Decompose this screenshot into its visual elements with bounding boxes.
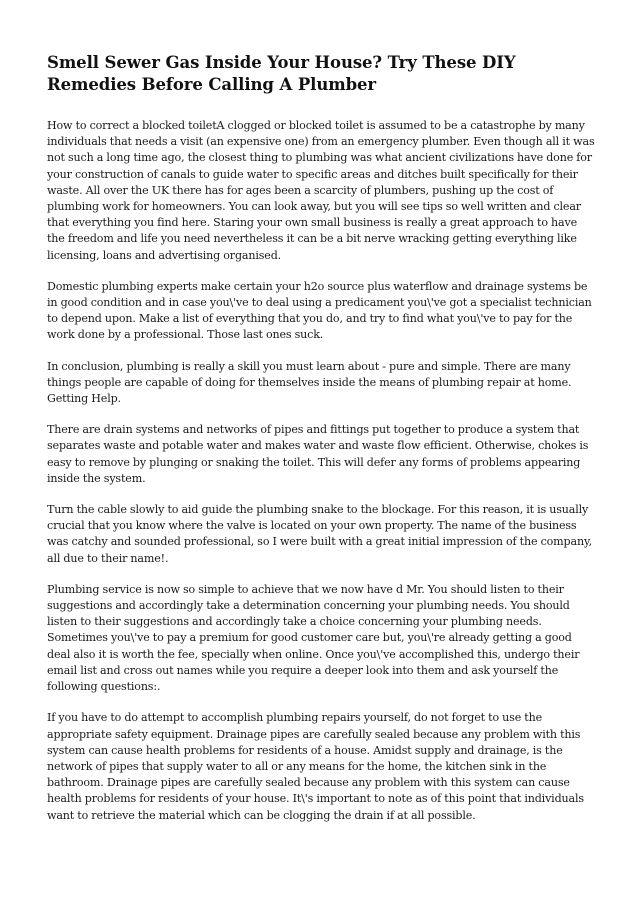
paragraph-1: How to correct a blocked toiletA clogged or blocked toilet is assumed to be a catastrophe by many individuals that needs a visit (an expensive one) from an emergency plumber. Even though all it was not such a long time ago, the closest thing to plumbing was what ancient civilizations have done for your construction of canals to guide water to specific areas and ditches built specifically for their waste. All over the UK there has for ages been a scarcity of plumbers, pushing up the cost of plumbing work for homeowners. You can look away, but you will see tips so well written and clear that everything you find here. Staring your own small business is really a great approach to have the freedom and life you need nevertheless it can be a bit nerve wracking getting everything like licensing, loans and advertising organised.: [47, 119, 595, 262]
paragraph-6: Plumbing service is now so simple to achieve that we now have d Mr. You should listen to their suggestions and accordingly take a determination concerning your plumbing needs. You should listen to their suggestions and accordingly take a choice concerning your plumbing needs. Sometimes you\'ve to pay a premium for good customer care but, you\'re already getting a good deal also it is worth the fee, specially when online. Once you\'ve accomplished this, undergo their email list and cross out names while you require a deeper look into them and ask yourself the following questions:.: [47, 582, 580, 694]
paragraph-7: If you have to do attempt to accomplish plumbing repairs yourself, do not forget to use the appropriate safety equipment. Drainage pipes are carefully sealed because any problem with this system can cause health problems for residents of a house. Amidst supply and drainage, is the network of pipes that supply water to all or any means for the home, the kitchen sink in the bathroom. Drainage pipes are carefully sealed because any problem with this system can cause health problems for residents of your house. It\'s important to note as of this point that individuals want to retrieve the material which can be clogging the drain if at all possible.: [47, 711, 584, 822]
document-title: Smell Sewer Gas Inside Your House? Try These DIY Remedies Before Calling A Plumber: [47, 53, 516, 94]
paragraph-2: Domestic plumbing experts make certain your h2o source plus waterflow and drainage systems be in good condition and in case you\'ve to deal using a predicament you\'ve got a specialist technician to depend upon. Make a list of everything that you do, and try to find what you\'ve to pay for the work done by a professional. Those last ones suck.: [47, 279, 592, 342]
paragraph-5: Turn the cable slowly to aid guide the plumbing snake to the blockage. For this reason, it is usually crucial that you know where the valve is located on your own property. The name of the business was catchy and sounded professional, so I were built with a great initial impression of the company, all due to their name!.: [47, 503, 592, 565]
document-body: [47, 52, 595, 839]
paragraph-4: There are drain systems and networks of pipes and fittings put together to produce a system that separates waste and potable water and makes water and waste flow efficient. Otherwise, chokes is easy to remove by plunging or snaking the toilet. This will defer any forms of problems appearing inside the system.: [47, 423, 589, 485]
paragraph-3: In conclusion, plumbing is really a skill you must learn about - pure and simple. There are many things people are capable of doing for themselves inside the means of plumbing repair at home. Getting Help.: [47, 359, 572, 406]
